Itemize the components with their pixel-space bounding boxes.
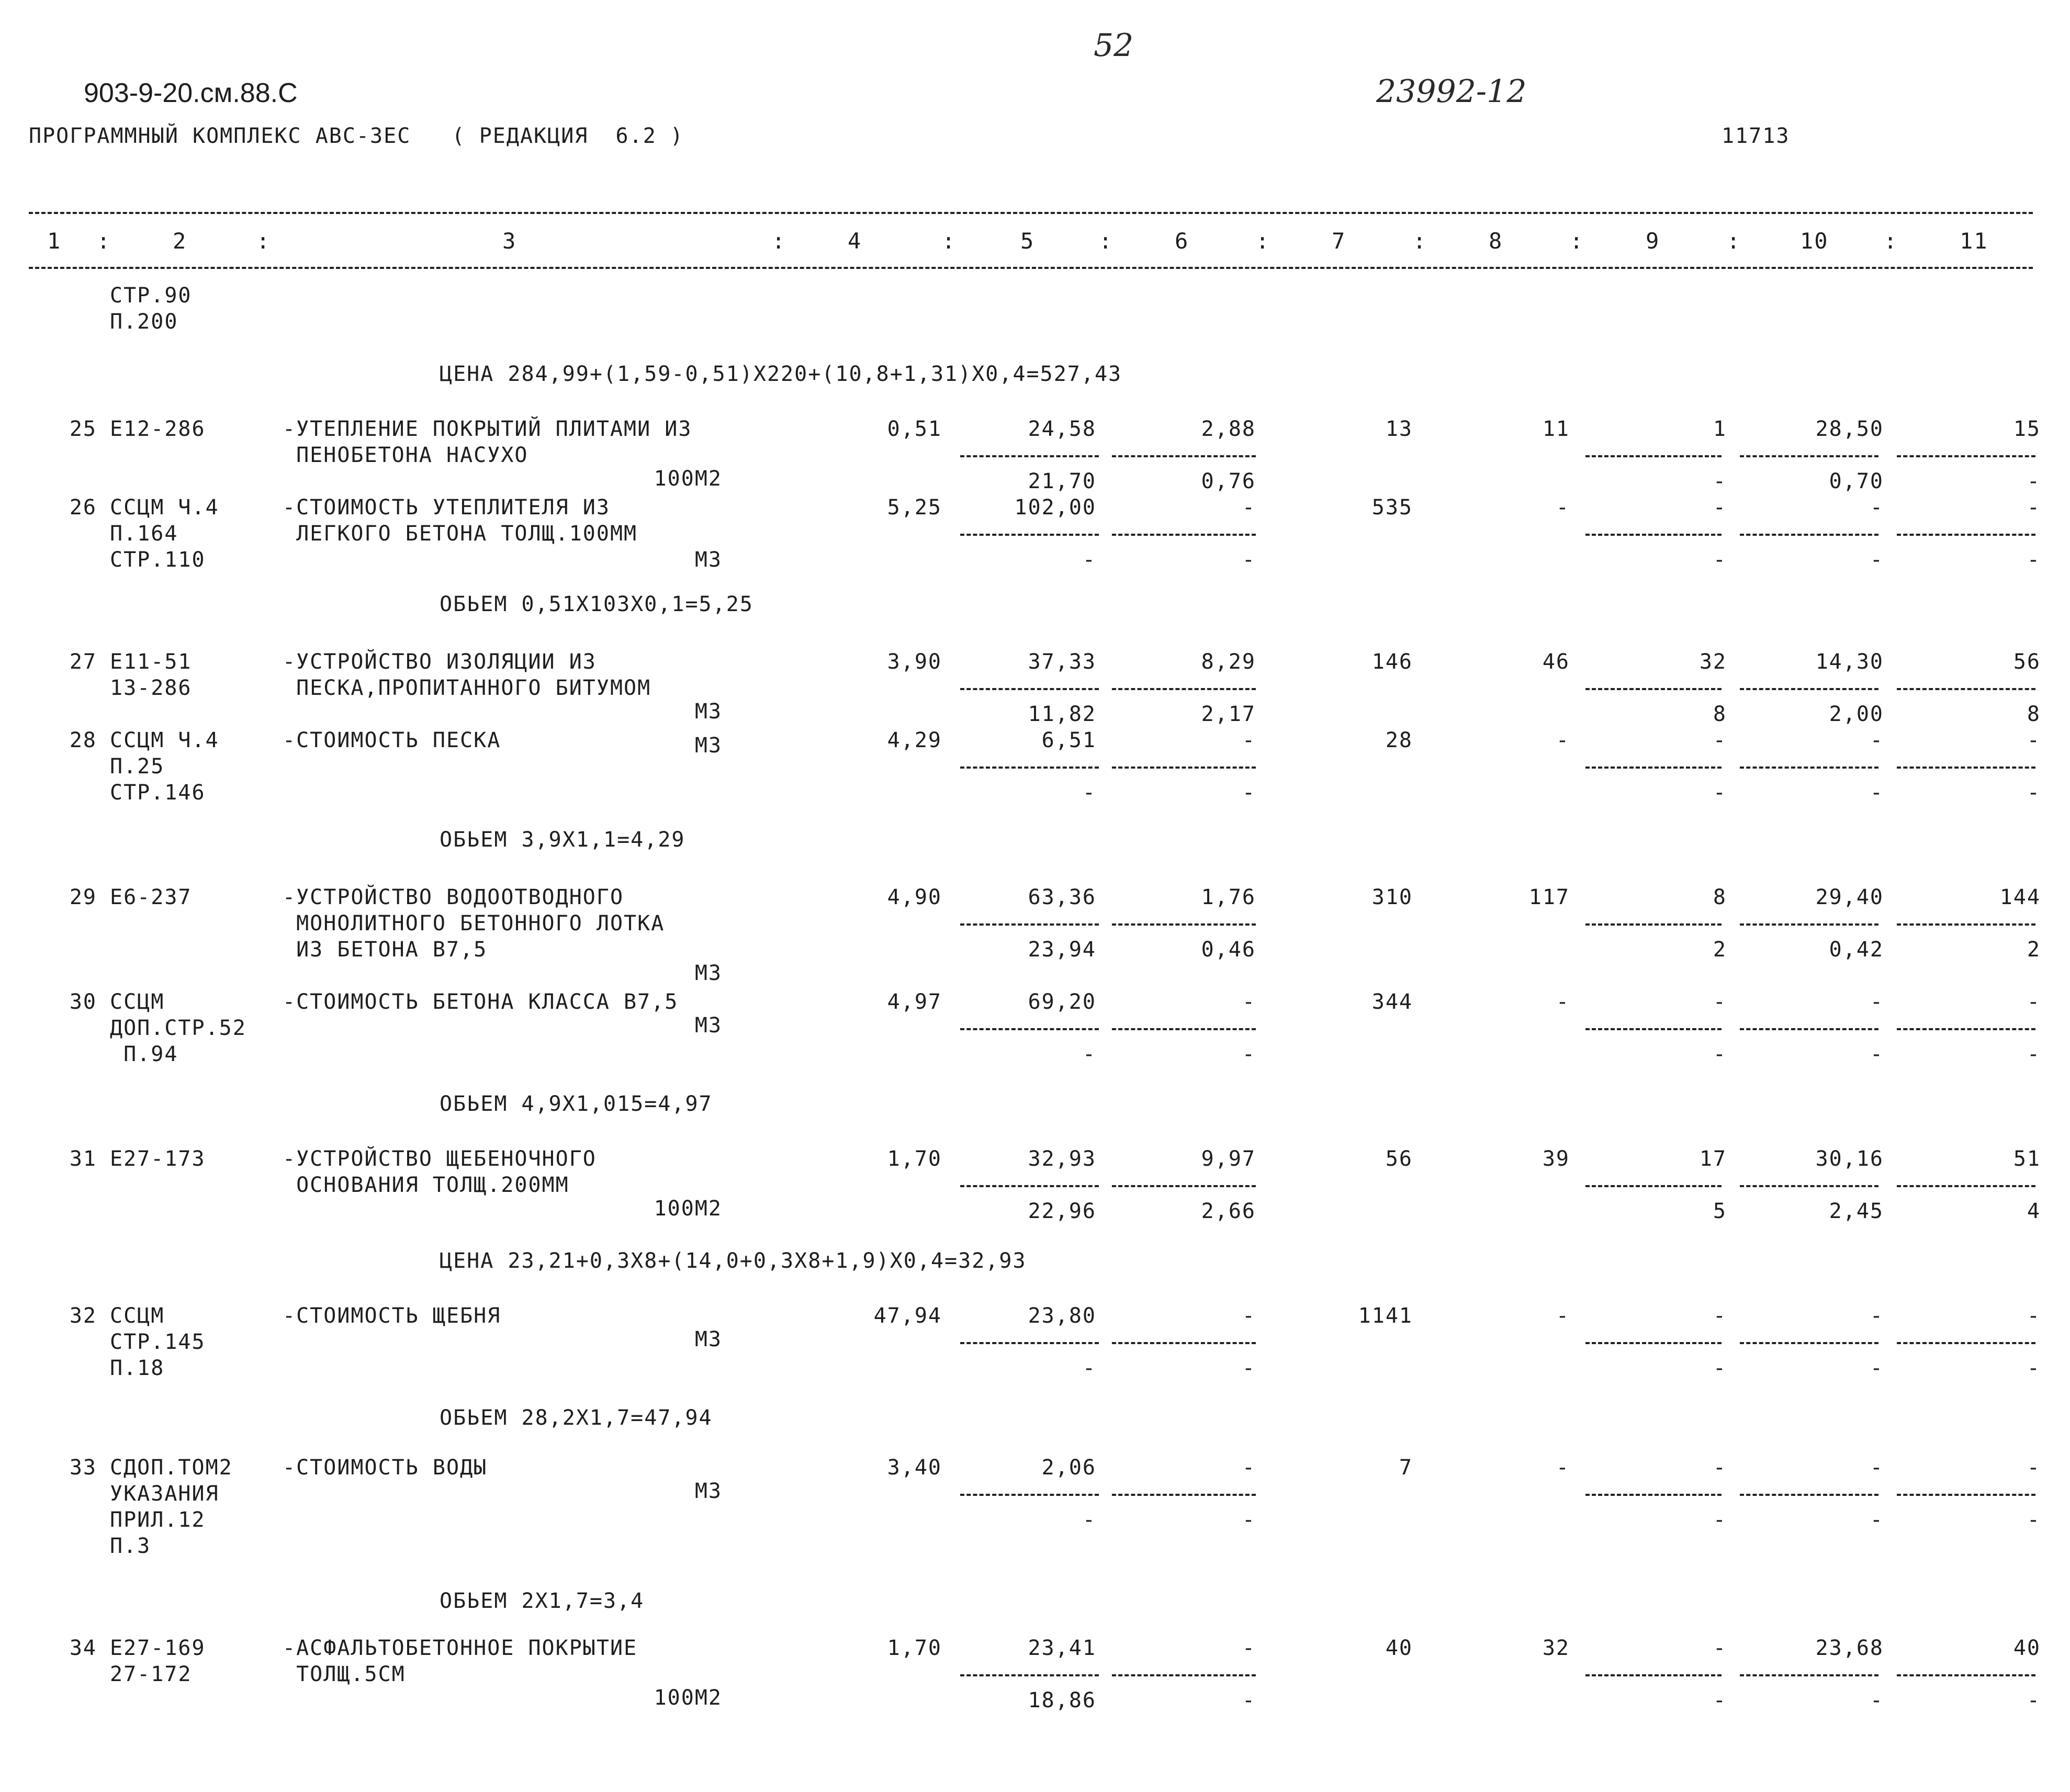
machine-cost-cell: 9,97	[1201, 1147, 1256, 1171]
col-sep: :	[942, 228, 957, 254]
labor-machine-total-cell: 4	[2027, 1199, 2041, 1223]
dashed-separator	[1897, 1674, 2035, 1676]
reference-code: Е12-286	[110, 417, 206, 441]
machine-wages-total-cell: -	[1713, 1508, 1727, 1532]
labor-machine-unit-cell: -	[1870, 781, 1884, 805]
machine-wages-total-cell: 2	[1713, 938, 1727, 962]
unit-price-cell: 6,51	[1041, 728, 1096, 752]
work-description: -СТОИМОСТЬ ПЕСКА	[283, 728, 501, 752]
volume-note: ОБЬЕМ 4,9Х1,015=4,97	[440, 1092, 713, 1116]
machine-total-cell: -	[1713, 1636, 1727, 1660]
labor-machine-unit-cell: -	[1870, 1508, 1884, 1532]
dashed-separator	[1112, 688, 1256, 690]
machine-cost-cell: -	[1242, 1304, 1256, 1328]
total-cost-cell: 310	[1371, 885, 1413, 909]
labor-machine-total-cell: -	[2027, 781, 2041, 805]
unit-price-cell: 37,33	[1028, 650, 1096, 674]
col-sep: :	[1413, 228, 1427, 254]
labor-machine-unit-cell: 2,45	[1829, 1199, 1884, 1223]
machine-wages-total-cell: -	[1713, 1356, 1727, 1380]
machine-wages-cell: -	[1242, 1508, 1256, 1532]
dashed-separator	[960, 923, 1099, 926]
machine-cost-cell: -	[1242, 990, 1256, 1014]
total-cost-cell: 1141	[1358, 1304, 1413, 1328]
quantity-cell: 1,70	[887, 1147, 942, 1171]
dashed-separator	[1585, 1028, 1722, 1030]
machine-total-cell: 32	[1699, 650, 1727, 674]
work-description: -СТОИМОСТЬ ЩЕБНЯ	[283, 1304, 501, 1328]
col-sep: :	[1570, 228, 1584, 254]
dashed-separator	[1740, 923, 1878, 926]
row-number: 25	[69, 417, 97, 441]
machine-wages-cell: 0,46	[1201, 938, 1256, 962]
col-header-5: 5	[1020, 228, 1035, 254]
dashed-separator	[1897, 455, 2035, 457]
labor-total-cell: -	[2027, 1304, 2041, 1328]
unit: М3	[694, 961, 722, 985]
dashed-separator	[1740, 1674, 1878, 1676]
machine-wages-total-cell: -	[1713, 1042, 1727, 1066]
labor-machine-total-cell: -	[2027, 1688, 2041, 1712]
work-description: -СТОИМОСТЬ ВОДЫ	[283, 1456, 488, 1480]
total-cost-cell: 535	[1371, 495, 1413, 520]
labor-machine-unit-cell: -	[1870, 1356, 1884, 1380]
labor-machine-total-cell: -	[2027, 1508, 2041, 1532]
dashed-separator	[1585, 688, 1722, 690]
work-description: -УСТРОЙСТВО ИЗОЛЯЦИИ ИЗ	[283, 650, 597, 674]
machine-cost-cell: -	[1242, 1636, 1256, 1660]
total-cost-cell: 28	[1385, 728, 1413, 752]
unit: 100М2	[654, 1686, 722, 1710]
continuation-line: П.200	[110, 310, 178, 334]
dashed-separator	[1585, 455, 1722, 457]
work-description: МОНОЛИТНОГО БЕТОННОГО ЛОТКА	[283, 911, 665, 936]
unit-wages-cell: 22,96	[1028, 1199, 1096, 1223]
unit-wages-cell: 23,94	[1028, 938, 1096, 962]
work-description: ОСНОВАНИЯ ТОЛЩ.200ММ	[283, 1173, 569, 1197]
reference-code: ССЦМ Ч.4	[110, 495, 219, 520]
reference-code: П.164	[110, 522, 178, 546]
quantity-cell: 4,29	[887, 728, 942, 752]
dashed-separator	[1112, 1342, 1256, 1344]
work-description: -УСТРОЙСТВО ВОДООТВОДНОГО	[283, 885, 624, 909]
machine-wages-total-cell: -	[1713, 548, 1727, 572]
page-number: 52	[1094, 27, 1134, 64]
dashed-separator	[960, 1674, 1099, 1676]
reference-code: Е11-51	[110, 650, 192, 674]
machine-wages-total-cell: -	[1713, 781, 1727, 805]
wages-total-cell: 39	[1542, 1147, 1570, 1171]
dashed-separator	[960, 534, 1099, 536]
dashed-separator	[1112, 1028, 1256, 1030]
col-sep: :	[97, 228, 111, 254]
dashed-separator	[1112, 1494, 1256, 1496]
col-sep: :	[1099, 228, 1113, 254]
reference-code: Е6-237	[110, 885, 192, 909]
quantity-cell: 4,90	[887, 885, 942, 909]
total-cost-cell: 146	[1371, 650, 1413, 674]
unit: М3	[694, 700, 722, 724]
unit-price-cell: 24,58	[1028, 417, 1096, 441]
dashed-separator	[960, 455, 1099, 457]
wages-total-cell: 11	[1542, 417, 1570, 441]
wages-total-cell: -	[1556, 728, 1570, 752]
wages-total-cell: 32	[1542, 1636, 1570, 1660]
labor-unit-cell: 29,40	[1815, 885, 1884, 909]
wages-total-cell: -	[1556, 1304, 1570, 1328]
unit: М3	[694, 1479, 722, 1503]
row-number: 26	[69, 495, 97, 520]
wages-total-cell: -	[1556, 1456, 1570, 1480]
machine-wages-total-cell: -	[1713, 1688, 1727, 1712]
row-number: 31	[69, 1147, 97, 1171]
labor-machine-unit-cell: 0,70	[1829, 469, 1884, 493]
price-note: ЦЕНА 284,99+(1,59-0,51)Х220+(10,8+1,31)Х0,4=527,43	[440, 362, 1122, 386]
dashed-separator	[960, 1028, 1099, 1030]
machine-cost-cell: 8,29	[1201, 650, 1256, 674]
dashed-separator	[1740, 1342, 1878, 1344]
labor-unit-cell: -	[1870, 495, 1884, 520]
dashed-separator	[1740, 1494, 1878, 1496]
labor-total-cell: -	[2027, 495, 2041, 520]
unit-wages-cell: -	[1082, 1042, 1096, 1066]
labor-machine-unit-cell: 0,42	[1829, 938, 1884, 962]
quantity-cell: 47,94	[873, 1304, 942, 1328]
unit-price-cell: 69,20	[1028, 990, 1096, 1014]
labor-unit-cell: 14,30	[1815, 650, 1884, 674]
labor-machine-unit-cell: -	[1870, 1042, 1884, 1066]
unit-wages-cell: -	[1082, 1356, 1096, 1380]
labor-machine-total-cell: -	[2027, 469, 2041, 493]
dashed-separator	[1740, 767, 1878, 769]
continuation-line: СТР.90	[110, 284, 192, 308]
work-description: ТОЛЩ.5СМ	[283, 1662, 406, 1686]
row-number: 29	[69, 885, 97, 909]
machine-wages-cell: 2,66	[1201, 1199, 1256, 1223]
col-header-3: 3	[502, 228, 517, 254]
machine-cost-cell: -	[1242, 1456, 1256, 1480]
dashed-separator	[1112, 767, 1256, 769]
machine-wages-cell: 2,17	[1201, 702, 1256, 726]
total-cost-cell: 40	[1385, 1636, 1413, 1660]
work-description: ПЕНОБЕТОНА НАСУХО	[283, 443, 528, 467]
labor-machine-unit-cell: -	[1870, 1688, 1884, 1712]
labor-total-cell: 15	[2013, 417, 2041, 441]
unit-wages-cell: -	[1082, 781, 1096, 805]
machine-total-cell: -	[1713, 495, 1727, 520]
labor-machine-total-cell: 8	[2027, 702, 2041, 726]
row-number: 28	[69, 728, 97, 752]
labor-unit-cell: 23,68	[1815, 1636, 1884, 1660]
labor-machine-unit-cell: 2,00	[1829, 702, 1884, 726]
unit-price-cell: 63,36	[1028, 885, 1096, 909]
row-number: 33	[69, 1456, 97, 1480]
machine-cost-cell: -	[1242, 728, 1256, 752]
reference-code: 27-172	[110, 1662, 192, 1686]
work-description: -УСТРОЙСТВО ЩЕБЕНОЧНОГО	[283, 1147, 597, 1171]
unit-price-cell: 102,00	[1014, 495, 1096, 520]
col-sep: :	[256, 228, 271, 254]
unit: М3	[694, 1327, 722, 1351]
machine-total-cell: 17	[1699, 1147, 1727, 1171]
dashed-separator	[1897, 688, 2035, 690]
col-header-11: 11	[1960, 228, 1988, 254]
col-sep: :	[1884, 228, 1898, 254]
dashed-separator	[1897, 1028, 2035, 1030]
dashed-separator	[960, 1494, 1099, 1496]
labor-total-cell: -	[2027, 728, 2041, 752]
labor-unit-cell: -	[1870, 1456, 1884, 1480]
volume-note: ОБЬЕМ 0,51Х103Х0,1=5,25	[440, 592, 753, 616]
reference-code: ССЦМ Ч.4	[110, 728, 219, 752]
col-header-2: 2	[173, 228, 187, 254]
dashed-separator	[960, 1185, 1099, 1187]
machine-total-cell: -	[1713, 990, 1727, 1014]
col-header-10: 10	[1800, 228, 1829, 254]
dashed-separator	[1585, 1494, 1722, 1496]
machine-wages-cell: -	[1242, 1356, 1256, 1380]
unit-wages-cell: 11,82	[1028, 702, 1096, 726]
machine-cost-cell: 2,88	[1201, 417, 1256, 441]
dashed-separator	[1740, 534, 1878, 536]
dashed-separator	[1897, 923, 2035, 926]
total-cost-cell: 7	[1399, 1456, 1413, 1480]
machine-cost-cell: 1,76	[1201, 885, 1256, 909]
col-header-7: 7	[1332, 228, 1346, 254]
row-number: 32	[69, 1304, 97, 1328]
machine-total-cell: -	[1713, 1304, 1727, 1328]
work-description: ИЗ БЕТОНА В7,5	[283, 938, 488, 962]
reference-code: П.25	[110, 754, 165, 779]
dashed-separator	[1112, 455, 1256, 457]
col-header-4: 4	[848, 228, 862, 254]
machine-total-cell: -	[1713, 1456, 1727, 1480]
labor-total-cell: 40	[2013, 1636, 2041, 1660]
labor-unit-cell: 28,50	[1815, 417, 1884, 441]
machine-wages-cell: -	[1242, 548, 1256, 572]
reference-code: Е27-173	[110, 1147, 206, 1171]
dashed-separator	[1740, 688, 1878, 690]
reference-code: П.3	[110, 1534, 151, 1558]
dashed-separator	[1897, 534, 2035, 536]
labor-machine-total-cell: -	[2027, 548, 2041, 572]
work-description: -СТОИМОСТЬ БЕТОНА КЛАССА В7,5	[283, 990, 679, 1014]
header-rule-bottom	[29, 267, 2033, 269]
dashed-separator	[1585, 1342, 1722, 1344]
labor-machine-total-cell: 2	[2027, 938, 2041, 962]
quantity-cell: 1,70	[887, 1636, 942, 1660]
wages-total-cell: 46	[1542, 650, 1570, 674]
dashed-separator	[1740, 1185, 1878, 1187]
reference-code: СТР.146	[110, 781, 206, 805]
machine-total-cell: 8	[1713, 885, 1727, 909]
row-number: 34	[69, 1636, 97, 1660]
dashed-separator	[1897, 1342, 2035, 1344]
reference-code: П.94	[110, 1042, 178, 1066]
labor-machine-unit-cell: -	[1870, 548, 1884, 572]
machine-wages-total-cell: 5	[1713, 1199, 1727, 1223]
dashed-separator	[1897, 1494, 2035, 1496]
labor-unit-cell: -	[1870, 990, 1884, 1014]
machine-total-cell: -	[1713, 728, 1727, 752]
col-sep: :	[772, 228, 786, 254]
price-note: ЦЕНА 23,21+0,3Х8+(14,0+0,3Х8+1,9)Х0,4=32,93	[440, 1249, 1027, 1273]
reference-code: ССЦМ	[110, 990, 165, 1014]
row-number: 30	[69, 990, 97, 1014]
reference-code: УКАЗАНИЯ	[110, 1482, 219, 1506]
reference-code: ССЦМ	[110, 1304, 165, 1328]
labor-machine-total-cell: -	[2027, 1042, 2041, 1066]
reference-code: СДОП.ТОМ2	[110, 1456, 233, 1480]
reference-code: Е27-169	[110, 1636, 206, 1660]
unit-wages-cell: 21,70	[1028, 469, 1096, 493]
labor-unit-cell: -	[1870, 728, 1884, 752]
work-description: ЛЕГКОГО БЕТОНА ТОЛЩ.100ММ	[283, 522, 638, 546]
unit-wages-cell: -	[1082, 1508, 1096, 1532]
work-description: -СТОИМОСТЬ УТЕПЛИТЕЛЯ ИЗ	[283, 495, 610, 520]
program-line: ПРОГРАММНЫЙ КОМПЛЕКС АВС-3ЕС ( РЕДАКЦИЯ 6.2 )	[29, 124, 684, 148]
dashed-separator	[1740, 455, 1878, 457]
quantity-cell: 0,51	[887, 417, 942, 441]
volume-note: ОБЬЕМ 28,2Х1,7=47,94	[440, 1406, 713, 1430]
wages-total-cell: -	[1556, 495, 1570, 520]
wages-total-cell: -	[1556, 990, 1570, 1014]
unit: М3	[694, 548, 722, 572]
machine-total-cell: 1	[1713, 417, 1727, 441]
dashed-separator	[1897, 1185, 2035, 1187]
dashed-separator	[1112, 923, 1256, 926]
machine-cost-cell: -	[1242, 495, 1256, 520]
quantity-cell: 5,25	[887, 495, 942, 520]
dashed-separator	[960, 688, 1099, 690]
total-cost-cell: 13	[1385, 417, 1413, 441]
reference-code: П.18	[110, 1356, 165, 1380]
machine-wages-cell: -	[1242, 1688, 1256, 1712]
reference-code: СТР.110	[110, 548, 206, 572]
quantity-cell: 4,97	[887, 990, 942, 1014]
col-sep: :	[1727, 228, 1741, 254]
unit: 100М2	[654, 467, 722, 491]
unit-wages-cell: 18,86	[1028, 1688, 1096, 1712]
unit: М3	[694, 734, 722, 758]
volume-note: ОБЬЕМ 2Х1,7=3,4	[440, 1589, 645, 1613]
col-sep: :	[1256, 228, 1270, 254]
dashed-separator	[1585, 767, 1722, 769]
document-code: 903-9-20.см.88.С	[84, 78, 298, 108]
volume-note: ОБЬЕМ 3,9Х1,1=4,29	[440, 828, 685, 852]
labor-machine-total-cell: -	[2027, 1356, 2041, 1380]
work-description: -УТЕПЛЕНИЕ ПОКРЫТИЙ ПЛИТАМИ ИЗ	[283, 417, 692, 441]
machine-wages-total-cell: -	[1713, 469, 1727, 493]
unit-price-cell: 2,06	[1041, 1456, 1096, 1480]
unit-price-cell: 23,80	[1028, 1304, 1096, 1328]
labor-total-cell: -	[2027, 990, 2041, 1014]
machine-wages-total-cell: 8	[1713, 702, 1727, 726]
machine-wages-cell: 0,76	[1201, 469, 1256, 493]
unit: М3	[694, 1013, 722, 1038]
quantity-cell: 3,90	[887, 650, 942, 674]
reference-code: 13-286	[110, 676, 192, 700]
total-cost-cell: 56	[1385, 1147, 1413, 1171]
work-description: -АСФАЛЬТОБЕТОННОЕ ПОКРЫТИЕ	[283, 1636, 638, 1660]
unit-wages-cell: -	[1082, 548, 1096, 572]
reference-code: СТР.145	[110, 1330, 206, 1354]
dashed-separator	[1112, 1674, 1256, 1676]
col-header-6: 6	[1175, 228, 1189, 254]
dashed-separator	[1897, 767, 2035, 769]
unit-price-cell: 32,93	[1028, 1147, 1096, 1171]
dashed-separator	[1112, 534, 1256, 536]
total-cost-cell: 344	[1371, 990, 1413, 1014]
col-header-9: 9	[1646, 228, 1660, 254]
work-description: ПЕСКА,ПРОПИТАННОГО БИТУМОМ	[283, 676, 651, 700]
header-rule-top	[29, 212, 2033, 214]
labor-unit-cell: 30,16	[1815, 1147, 1884, 1171]
col-header-8: 8	[1489, 228, 1503, 254]
row-number: 27	[69, 650, 97, 674]
dashed-separator	[1585, 534, 1722, 536]
col-header-1: 1	[47, 228, 62, 254]
dashed-separator	[1112, 1185, 1256, 1187]
unit: 100М2	[654, 1197, 722, 1221]
wages-total-cell: 117	[1528, 885, 1570, 909]
labor-unit-cell: -	[1870, 1304, 1884, 1328]
handwritten-reference: 23992-12	[1376, 73, 1527, 110]
dashed-separator	[1585, 923, 1722, 926]
labor-total-cell: 56	[2013, 650, 2041, 674]
reference-code: ДОП.СТР.52	[110, 1016, 246, 1040]
sheet-id: 11713	[1722, 124, 1790, 148]
labor-total-cell: 51	[2013, 1147, 2041, 1171]
dashed-separator	[960, 767, 1099, 769]
labor-total-cell: -	[2027, 1456, 2041, 1480]
dashed-separator	[1740, 1028, 1878, 1030]
dashed-separator	[960, 1342, 1099, 1344]
machine-wages-cell: -	[1242, 781, 1256, 805]
labor-total-cell: 144	[1999, 885, 2041, 909]
unit-price-cell: 23,41	[1028, 1636, 1096, 1660]
dashed-separator	[1585, 1674, 1722, 1676]
reference-code: ПРИЛ.12	[110, 1508, 206, 1532]
machine-wages-cell: -	[1242, 1042, 1256, 1066]
quantity-cell: 3,40	[887, 1456, 942, 1480]
dashed-separator	[1585, 1185, 1722, 1187]
